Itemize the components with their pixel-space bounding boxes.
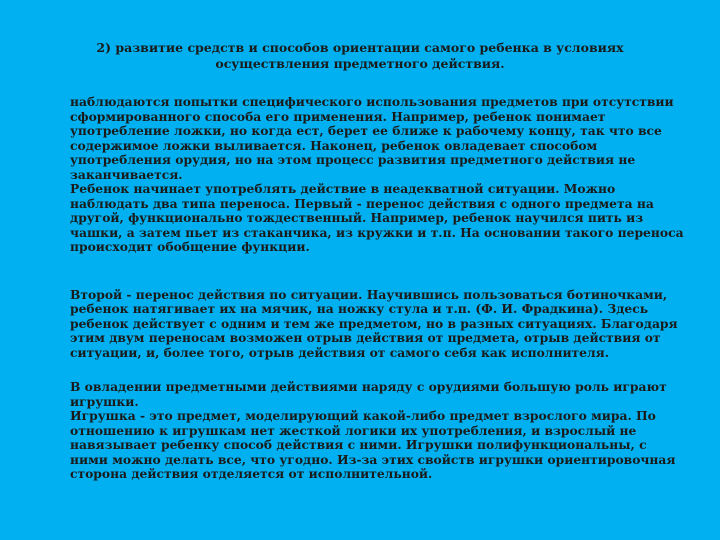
slide-body	[70, 95, 685, 482]
paragraph-toys-intro: В овладении предметными действиями наряду с орудиями большую роль играют игрушки.	[70, 379, 667, 409]
paragraph-second-transfer: Второй - перенос действия по ситуации. Научившись пользоваться ботиночками, ребенок натягивает их на мячик, на ножку стула и т.п. (Ф. И. Фрадкина). Здесь ребенок действует с одним и тем же предметом, но в разных ситуациях. Благодаря этим двум переносам возможен отрыв действия от предмета, отрыв действия от ситуации, и, более того, отрыв действия от самого себя как исполнителя.	[70, 286, 678, 360]
paragraph-toy-definition: Игрушка - это предмет, моделирующий какой-либо предмет взрослого мира. По отношению к игрушкам нет жесткой логики их употребления, и взрослый не навязывает ребенку способ действия с ними. Игрушки полифункциональны, с ними можно делать все, что угодно. Из-за этих свойств игрушки ориентировочная сторона действия отделяется от исполнительной.	[70, 408, 676, 481]
paragraph-first-transfer: Ребенок начинает употреблять действие в неадекватной ситуации. Можно наблюдать два типа переноса. Первый - перенос действия с одного предмета на другой, функционально тождественный. Например, ребенок научился пить из чашки, а затем пьет из стаканчика, из кружки и т.п. На основании такого переноса происходит обобщение функции.	[70, 181, 684, 254]
slide-title: 2) развитие средств и способов ориентации самого ребенка в условиях осуществления предметного действия.	[96, 40, 624, 71]
paragraph-spoon-usage: наблюдаются попытки специфического использования предметов при отсутствии сформированного способа его применения. Например, ребенок понимает употребление ложки, но когда ест, берет ее ближе к рабочему концу, так что все содержимое ложки выливается. Наконец, ребенок овладевает способом употребления орудия, но на этом процесс развития предметного действия не заканчивается.	[70, 94, 674, 182]
